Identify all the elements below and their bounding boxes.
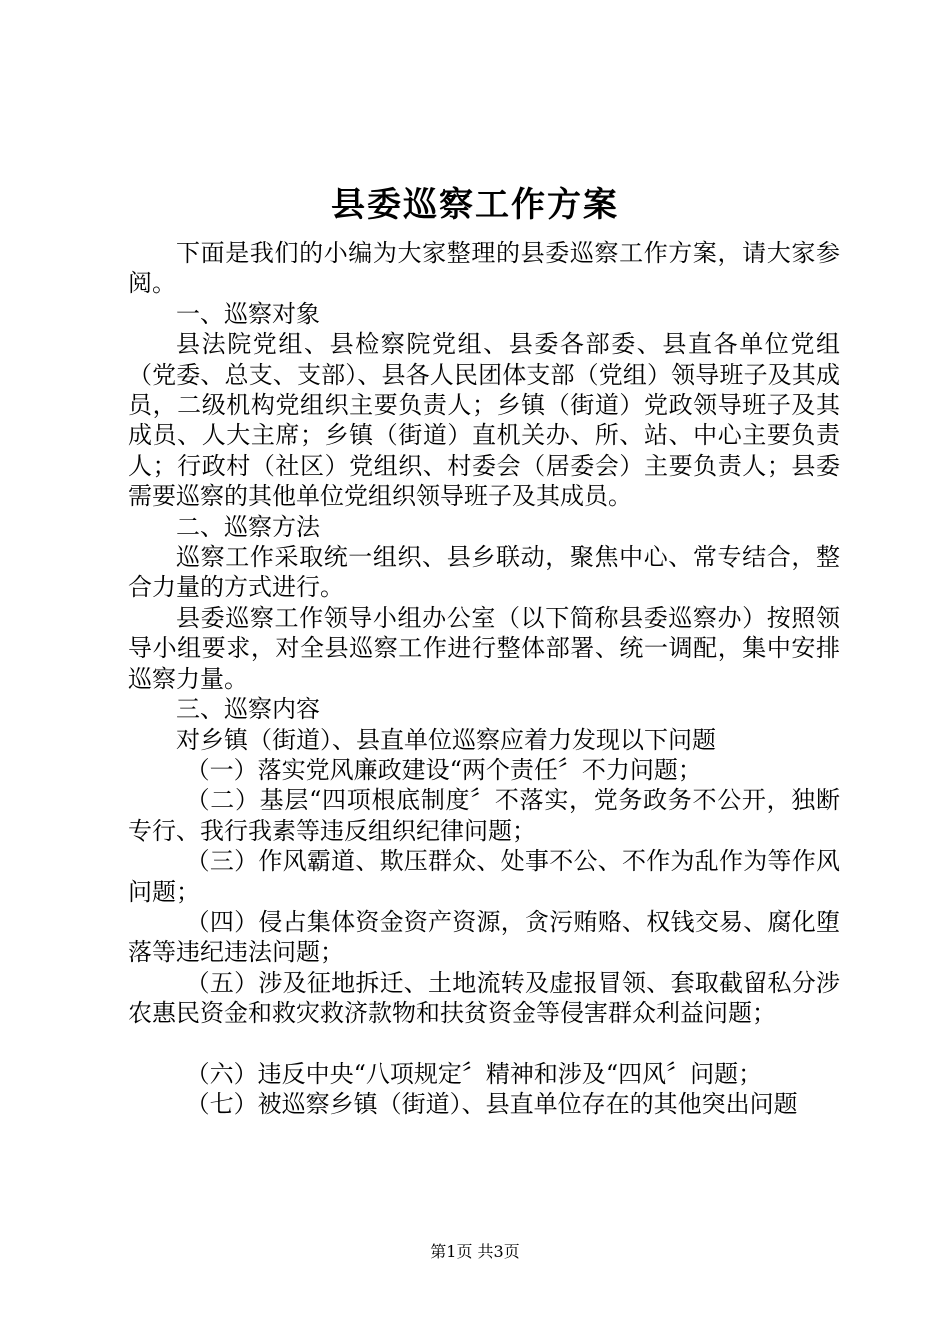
content-item-7: （七）被巡察乡镇（街道）、县直单位存在的其他突出问题 [185, 1089, 798, 1118]
content-item-5: （五）涉及征地拆迁、土地流转及虚报冒领、套取截留私分涉农惠民资金和救灾救济款物和扶贫资金等侵害群众利益问题； [128, 968, 840, 1028]
content-item-1: （一）落实党风廉政建设“两个责任〞不力问题； [185, 755, 702, 784]
document-body [128, 238, 840, 1119]
content-item-4: （四）侵占集体资金资产资源，贪污贿赂、权钱交易、腐化堕落等违纪违法问题； [128, 907, 840, 967]
section-heading-targets: 一、巡察对象 [176, 299, 320, 328]
document-title: 县委巡察工作方案 [331, 185, 619, 225]
content-item-2: （二）基层“四项根底制度〞不落实，党务政务不公开，独断专行、我行我素等违反组织纪律问题； [128, 786, 840, 845]
section-heading-methods: 二、巡察方法 [176, 512, 320, 541]
content-item-3: （三）作风霸道、欺压群众、处事不公、不作为乱作为等作风问题； [128, 847, 840, 906]
targets-paragraph: 县法院党组、县检察院党组、县委各部委、县直各单位党组（党委、总支、支部）、县各人民团体支部（党组）领导班子及其成员，二级机构党组织主要负责人；乡镇（街道）党政领导班子及其成员、人大主席；乡镇（街道）直机关办、所、站、中心主要负责人；行政村（社区）党组织、村委会（居委会）主要负责人；县委需要巡察的其他单位党组织领导班子及其成员。 [128, 330, 840, 511]
office-paragraph: 县委巡察工作领导小组办公室（以下简称县委巡察办）按照领导小组要求，对全县巡察工作进行整体部署、统一调配，集中安排巡察力量。 [128, 603, 840, 693]
page-footer: 第1页 共3页 [430, 1242, 520, 1261]
content-item-6: （六）违反中央“八项规定〞精神和涉及“四风〞问题； [185, 1059, 763, 1088]
methods-paragraph: 巡察工作采取统一组织、县乡联动，聚焦中心、常专结合，整合力量的方式进行。 [128, 543, 840, 602]
content-intro-paragraph: 对乡镇（街道）、县直单位巡察应着力发现以下问题 [176, 725, 716, 754]
intro-paragraph: 下面是我们的小编为大家整理的县委巡察工作方案，请大家参阅。 [128, 239, 840, 298]
section-heading-content: 三、巡察内容 [176, 695, 320, 724]
